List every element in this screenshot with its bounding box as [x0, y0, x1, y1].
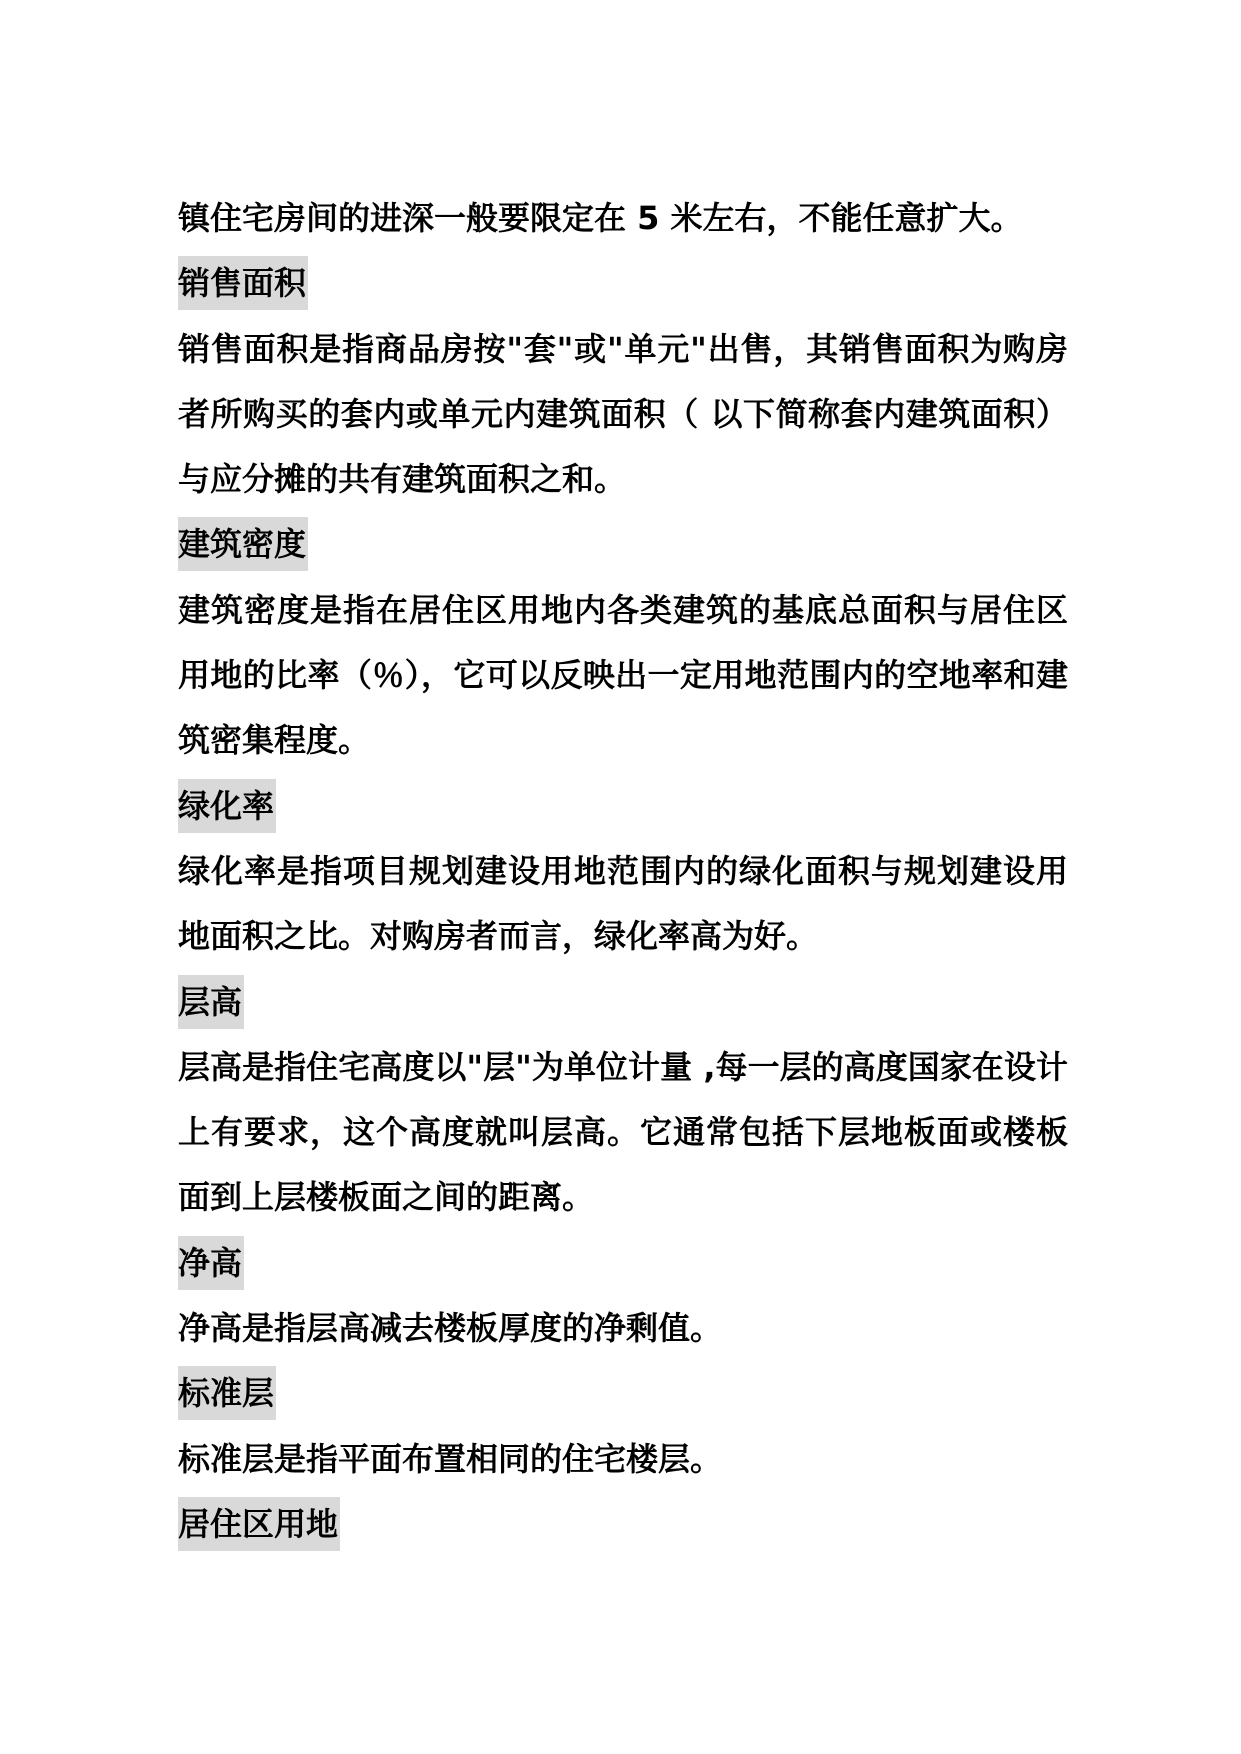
heading-text: 绿化率 [178, 779, 276, 833]
paragraph-floor-height: 层高是指住宅高度以"层"为单位计量 ,每一层的高度国家在设计上有要求，这个高度就叫层高。它通常包括下层地板面或楼板面到上层楼板面之间的距离。 [178, 1047, 1068, 1217]
heading-greening-rate [178, 774, 1068, 839]
heading-standard-floor [178, 1361, 1068, 1426]
heading-text: 层高 [178, 975, 244, 1029]
heading-building-density [178, 512, 1068, 577]
heading-residential-land [178, 1492, 1068, 1557]
heading-floor-height [178, 970, 1068, 1035]
paragraph-sales-area: 销售面积是指商品房按"套"或"单元"出售，其销售面积为购房者所购买的套内或单元内建筑面积（ 以下简称套内建筑面积）与应分摊的共有建筑面积之和。 [178, 329, 1068, 499]
heading-sales-area [178, 251, 1068, 316]
heading-text: 销售面积 [178, 256, 308, 310]
document-body [178, 186, 1068, 1557]
heading-text: 净高 [178, 1236, 244, 1290]
heading-text: 建筑密度 [178, 517, 308, 571]
paragraph-standard-floor: 标准层是指平面布置相同的住宅楼层。 [178, 1439, 723, 1478]
paragraph-net-height: 净高是指层高减去楼板厚度的净剩值。 [178, 1309, 723, 1348]
heading-text: 居住区用地 [178, 1497, 340, 1551]
paragraph-greening-rate: 绿化率是指项目规划建设用地范围内的绿化面积与规划建设用地面积之比。对购房者而言，绿化率高为好。 [178, 851, 1068, 956]
heading-text: 标准层 [178, 1366, 276, 1420]
paragraph-room-depth: 镇住宅房间的进深一般要限定在 5 米左右，不能任意扩大。 [178, 199, 1023, 237]
heading-net-height [178, 1231, 1068, 1296]
paragraph-building-density: 建筑密度是指在居住区用地内各类建筑的基底总面积与居住区用地的比率（％），它可以反映出一定用地范围内的空地率和建筑密集程度。 [178, 590, 1068, 760]
